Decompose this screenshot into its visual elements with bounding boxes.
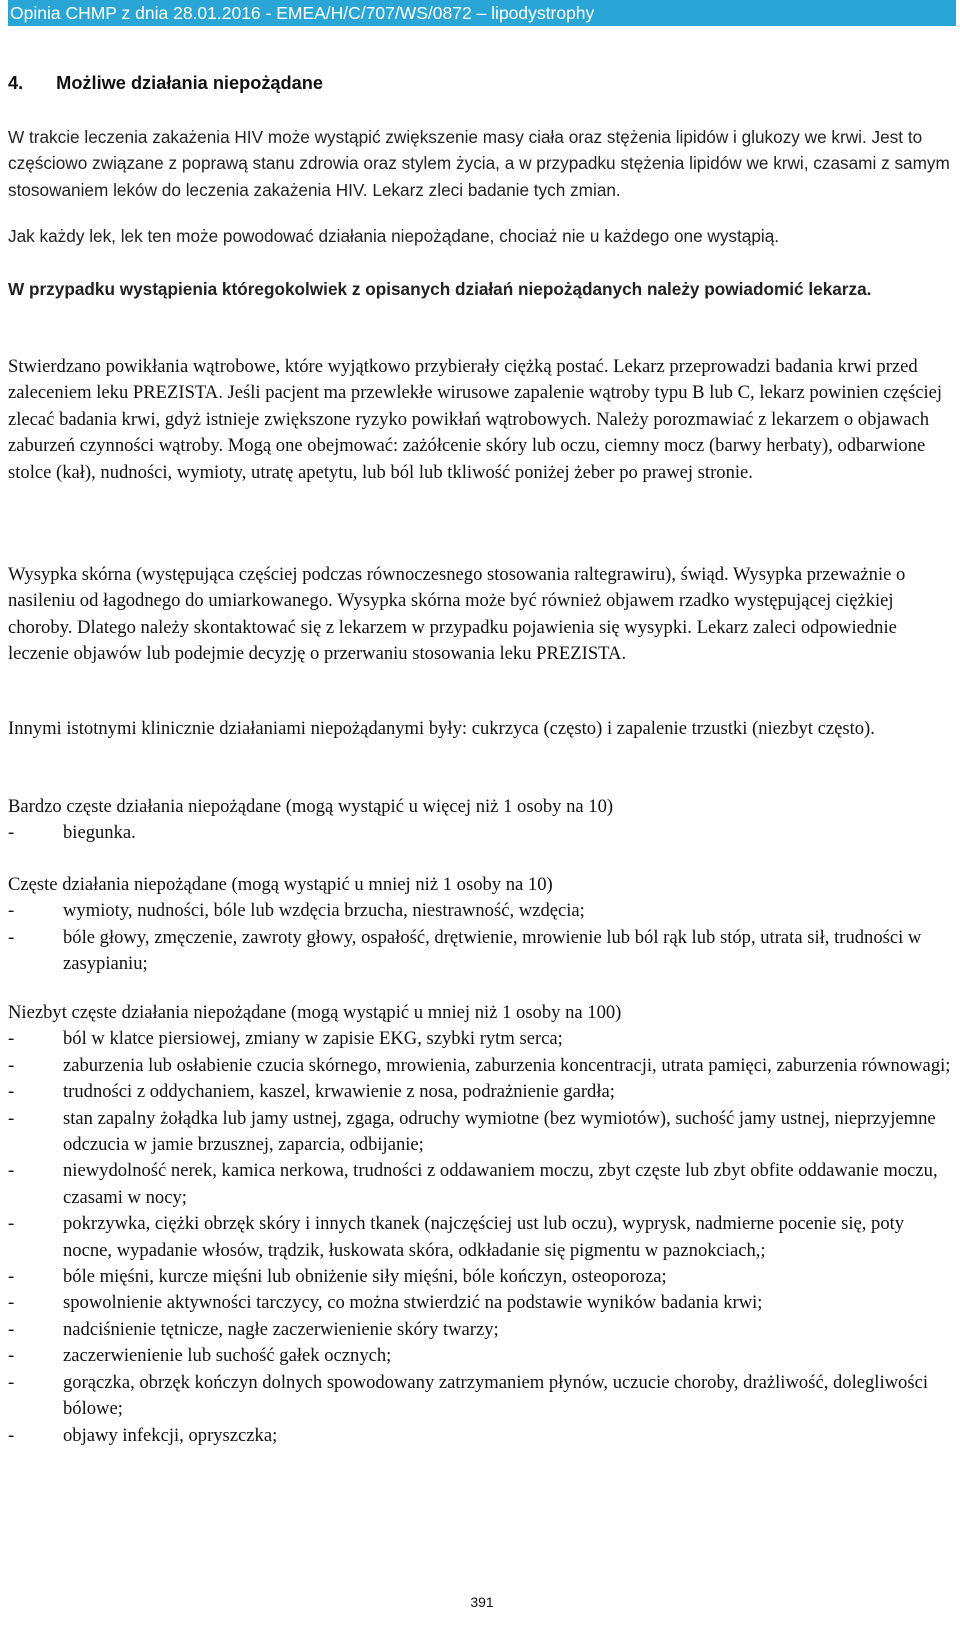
paragraph-other-effects: Innymi istotnymi klinicznie działaniami niepożądanymi były: cukrzyca (często) i zapalenie trzustki (niezbyt często).: [8, 718, 875, 739]
uncommon-list: [8, 1026, 956, 1449]
list-item: - ból w klatce piersiowej, zmiany w zapisie EKG, szybki rytm serca;: [8, 1026, 956, 1052]
common-list: [8, 898, 956, 977]
paragraph-skin-rash: Wysypka skórna (występująca częściej podczas równoczesnego stosowania raltegrawiru), świąd. Wysypka przeważnie o nasileniu od łagodnego do umiarkowanego. Wysypka skórna może być również objawem rzadko występującej ciężkiej choroby. Dlatego należy skontaktować się z lekarzem w przypadku pojawienia się wysypki. Lekarz zaleci odpowiednie leczenie objawów lub podejmie decyzję o przerwaniu stosowania leku PREZISTA.: [8, 564, 906, 665]
list-item: - pokrzywka, ciężki obrzęk skóry i innych tkanek (najczęściej ust lub oczu), wyprysk, nadmierne pocenie się, poty nocne, wypadanie włosów, trądzik, łuskowata skóra, odkładanie się pigmentu w paznokciach,;: [8, 1211, 956, 1264]
list-item: - gorączka, obrzęk kończyn dolnych spowodowany zatrzymaniem płynów, uczucie choroby, drażliwość, dolegliwości bólowe;: [8, 1370, 956, 1423]
list-item: - zaburzenia lub osłabienie czucia skórnego, mrowienia, zaburzenia koncentracji, utrata pamięci, zaburzenia równowagi;: [8, 1053, 956, 1079]
uncommon-title: Niezbyt częste działania niepożądane (mogą wystąpić u mniej niż 1 osoby na 100): [8, 1002, 622, 1023]
paragraph-general-side-effects: Jak każdy lek, lek ten może powodować działania niepożądane, chociaż nie u każdego one wystąpią.: [8, 226, 780, 246]
very-common-title: Bardzo częste działania niepożądane (mogą wystąpić u więcej niż 1 osoby na 10): [8, 796, 614, 817]
list-item: - trudności z oddychaniem, kaszel, krwawienie z nosa, podrażnienie gardła;: [8, 1079, 956, 1105]
very-common-list: [8, 820, 956, 846]
document-header-banner: [8, 0, 956, 26]
section-heading: [8, 70, 956, 96]
header-text: Opinia CHMP z dnia 28.01.2016 - EMEA/H/C/707/WS/0872 – lipodystrophy: [10, 3, 595, 23]
section-number: 4.: [8, 73, 24, 93]
list-item: - bóle mięśni, kurcze mięśni lub obniżenie siły mięśni, bóle kończyn, osteoporoza;: [8, 1264, 956, 1290]
paragraph-weight-lipids: W trakcie leczenia zakażenia HIV może wystąpić zwiększenie masy ciała oraz stężenia lipidów i glukozy we krwi. Jest to częściowo związane z poprawą stanu zdrowia oraz stylem życia, a w przypadku stężenia lipidów we krwi, czasami z samym stosowaniem leków do leczenia zakażenia HIV. Lekarz zleci badanie tych zmian.: [8, 127, 950, 200]
list-item: - zaczerwienienie lub suchość gałek ocznych;: [8, 1343, 956, 1369]
common-section: [8, 872, 956, 978]
list-item: - niewydolność nerek, kamica nerkowa, trudności z oddawaniem moczu, zbyt częste lub zbyt obfite oddawanie moczu, czasami w nocy;: [8, 1158, 956, 1211]
list-item: - spowolnienie aktywności tarczycy, co można stwierdzić na podstawie wyników badania krwi;: [8, 1290, 956, 1316]
uncommon-section: [8, 1000, 956, 1449]
list-item: - objawy infekcji, opryszczka;: [8, 1423, 956, 1449]
paragraph-inform-doctor: W przypadku wystąpienia któregokolwiek z opisanych działań niepożądanych należy powiadomić lekarza.: [8, 279, 872, 299]
page-number: 391: [470, 1594, 494, 1610]
list-item: - nadciśnienie tętnicze, nagłe zaczerwienienie skóry twarzy;: [8, 1317, 956, 1343]
list-item: - stan zapalny żołądka lub jamy ustnej, zgaga, odruchy wymiotne (bez wymiotów), suchość jamy ustnej, nieprzyjemne odczucia w jamie brzusznej, zaparcia, odbijanie;: [8, 1106, 956, 1159]
common-title: Częste działania niepożądane (mogą wystąpić u mniej niż 1 osoby na 10): [8, 874, 553, 895]
list-item: - biegunka.: [8, 820, 956, 846]
list-item: - wymioty, nudności, bóle lub wzdęcia brzucha, niestrawność, wzdęcia;: [8, 898, 956, 924]
paragraph-liver-complications: Stwierdzano powikłania wątrobowe, które wyjątkowo przybierały ciężką postać. Lekarz przeprowadzi badania krwi przed zaleceniem leku PREZISTA. Jeśli pacjent ma przewlekłe wirusowe zapalenie wątroby typu B lub C, lekarz powinien częściej zlecać badania krwi, gdyż istnieje zwiększone ryzyko powikłań wątrobowych. Należy porozmawiać z lekarzem o objawach zaburzeń czynności wątroby. Mogą one obejmować: zażółcenie skóry lub oczu, ciemny mocz (barwy herbaty), odbarwione stolce (kał), nudności, wymioty, utratę apetytu, lub ból lub tkliwość poniżej żeber po prawej stronie.: [8, 356, 943, 483]
section-title: Możliwe działania niepożądane: [56, 73, 323, 93]
very-common-section: [8, 794, 956, 847]
list-item: - bóle głowy, zmęczenie, zawroty głowy, ospałość, drętwienie, mrowienie lub ból rąk lub stóp, utrata sił, trudności w zasypianiu;: [8, 925, 956, 978]
